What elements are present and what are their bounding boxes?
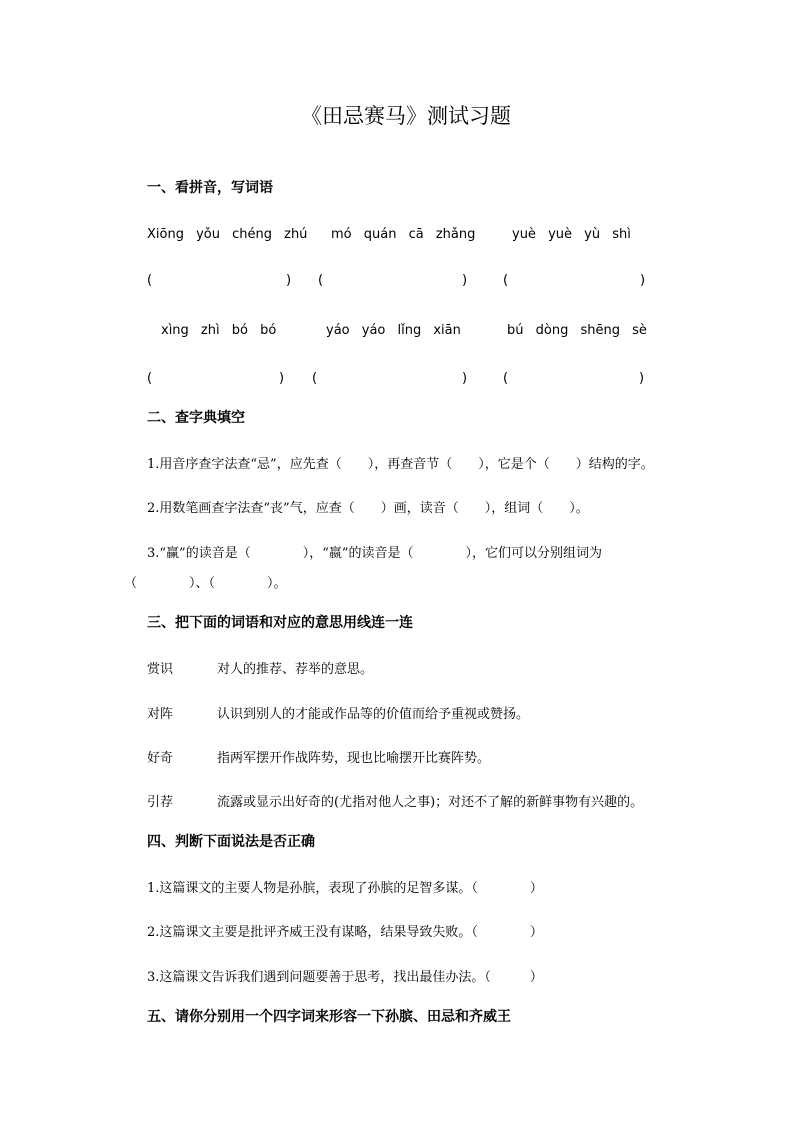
answer-paren: ( [318, 273, 324, 288]
match-word: 赏识 [147, 662, 174, 677]
question-item: 1.用音序查字法查“忌”，应先查（ ），再查音节（ ），它是个（ ）结构的字。 [147, 457, 654, 472]
match-meaning: 认识到别人的才能或作品等的价值而给予重视或赞扬。 [217, 707, 530, 722]
answer-paren: ) [462, 371, 468, 386]
section-heading-5: 五、请你分别用一个四字词来形容一下孙膑、田忌和齐威王 [147, 1009, 511, 1025]
answer-paren: ( [503, 371, 509, 386]
answer-paren: ) [640, 273, 646, 288]
match-word: 对阵 [147, 707, 174, 722]
pinyin-item: bú dòng shēng sè [507, 323, 647, 338]
section-heading-1: 一、看拼音，写词语 [147, 180, 273, 196]
section-heading-2: 二、查字典填空 [147, 410, 245, 426]
match-word: 引荐 [147, 795, 174, 810]
pinyin-item: mó quán cā zhǎng [331, 227, 476, 242]
section-heading-3: 三、把下面的词语和对应的意思用线连一连 [147, 615, 413, 631]
answer-paren: ( [312, 371, 318, 386]
match-meaning: 指两军摆开作战阵势，现也比喻摆开比赛阵势。 [217, 751, 491, 766]
answer-paren: ( [147, 273, 153, 288]
match-word: 好奇 [147, 751, 174, 766]
match-meaning: 流露或显示出好奇的(尤指对他人之事)；对还不了解的新鲜事物有兴趣的。 [217, 795, 644, 810]
answer-paren: ) [639, 371, 645, 386]
page-title: 《田忌赛马》测试习题 [301, 104, 511, 128]
judgement-item: 3.这篇课文告诉我们遇到问题要善于思考，找出最佳办法。（ ） [147, 970, 543, 985]
answer-paren: ( [503, 273, 509, 288]
match-meaning: 对人的推荐、荐举的意思。 [217, 662, 374, 677]
answer-paren: ) [279, 371, 285, 386]
question-item: 3.“赢”的读音是（ ），“嬴”的读音是（ ），它们可以分别组词为 [147, 546, 602, 561]
question-item: （ ）、（ ）。 [124, 576, 287, 591]
answer-paren: ) [286, 273, 292, 288]
section-heading-4: 四、判断下面说法是否正确 [147, 834, 315, 850]
answer-paren: ( [147, 371, 153, 386]
pinyin-item: xìng zhì bó bó [161, 323, 277, 338]
pinyin-item: Xiōng yǒu chéng zhú [147, 227, 308, 242]
question-item: 2.用数笔画查字法查“丧”气，应查（ ）画，读音（ ），组词（ ）。 [147, 501, 589, 516]
pinyin-item: yuè yuè yù shì [512, 227, 631, 242]
judgement-item: 1.这篇课文的主要人物是孙膑，表现了孙膑的足智多谋。（ ） [147, 881, 543, 896]
judgement-item: 2.这篇课文主要是批评齐威王没有谋略，结果导致失败。（ ） [147, 925, 543, 940]
pinyin-item: yáo yáo lǐng xiān [326, 323, 461, 338]
answer-paren: ) [462, 273, 468, 288]
